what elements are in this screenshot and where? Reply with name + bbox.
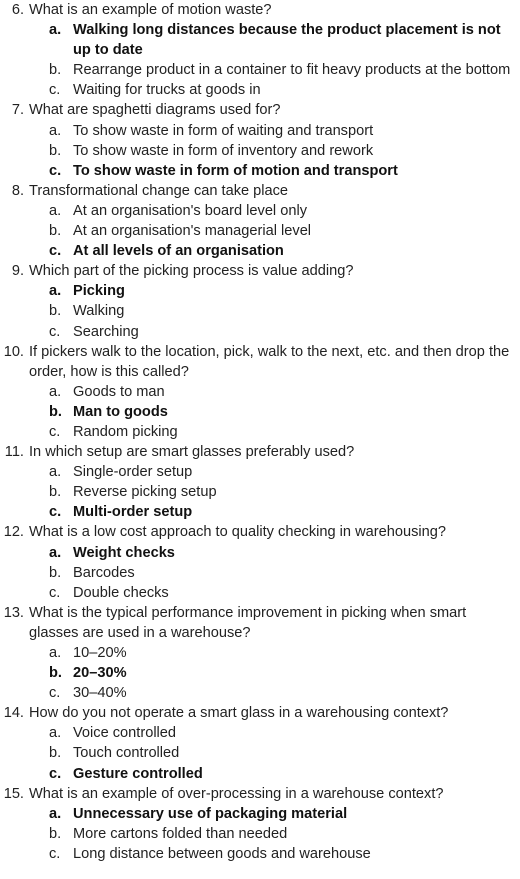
- option-text: Reverse picking setup: [73, 484, 217, 501]
- question-block: [0, 522, 514, 602]
- question-row: [0, 703, 514, 723]
- option-letter: a.: [49, 383, 62, 400]
- option-letter: a.: [49, 283, 62, 300]
- question-row: [0, 342, 514, 382]
- option-text: Man to goods: [73, 403, 168, 420]
- question-row: [0, 784, 514, 804]
- option-letter: a.: [49, 645, 62, 661]
- answer-option-correct: [0, 804, 514, 824]
- question-row: [0, 603, 514, 643]
- question-block: [0, 0, 514, 100]
- question-row: [0, 100, 514, 120]
- question-row: [0, 261, 514, 281]
- option-text: Picking: [73, 283, 125, 300]
- question-row: [0, 0, 514, 20]
- answer-option: [0, 723, 514, 743]
- option-letter: b.: [49, 62, 62, 79]
- question-number: 13.: [3, 604, 24, 621]
- option-letter: a.: [49, 464, 62, 481]
- option-letter: b.: [49, 142, 62, 159]
- option-text: More cartons folded than needed: [73, 825, 288, 842]
- answer-option: [0, 422, 514, 442]
- option-letter: b.: [49, 825, 62, 842]
- answer-option: [0, 482, 514, 502]
- question-number: 11.: [4, 444, 24, 461]
- question-text: Transformational change can take place: [29, 182, 289, 199]
- option-text: At all levels of an organisation: [73, 243, 284, 260]
- answer-option: [0, 683, 514, 703]
- answer-option: [0, 824, 514, 844]
- question-text: What is an example of over-processing in a warehouse context?: [29, 785, 444, 802]
- option-text: To show waste in form of inventory and rework: [73, 142, 374, 159]
- option-letter: a.: [49, 805, 62, 822]
- option-text: Unnecessary use of packaging material: [73, 805, 348, 822]
- question-text: In which setup are smart glasses preferably used?: [29, 444, 355, 461]
- question-text: What is a low cost approach to quality checking in warehousing?: [29, 524, 446, 541]
- question-row: [0, 181, 514, 201]
- question-number: 8.: [11, 182, 24, 199]
- option-text: Walking: [73, 303, 125, 320]
- answer-option-correct: [0, 502, 514, 522]
- answer-option: [0, 462, 514, 482]
- option-text: Single-order setup: [73, 464, 193, 481]
- question-row: [0, 522, 514, 542]
- option-letter: c.: [49, 584, 61, 601]
- option-letter: c.: [49, 323, 61, 340]
- question-text: What is an example of motion waste?: [29, 2, 272, 18]
- option-text: Double checks: [73, 584, 169, 601]
- option-letter: b.: [49, 484, 62, 501]
- option-text: Searching: [73, 323, 139, 340]
- answer-option-correct: [0, 663, 514, 683]
- option-text: Barcodes: [73, 564, 135, 581]
- option-text: At an organisation's managerial level: [73, 223, 312, 240]
- option-letter: a.: [49, 22, 62, 39]
- answer-option: [0, 221, 514, 241]
- answer-option-correct: [0, 20, 514, 60]
- option-text: To show waste in form of waiting and transport: [73, 122, 374, 139]
- answer-option: [0, 382, 514, 402]
- option-letter: b.: [49, 223, 62, 240]
- question-number: 6.: [11, 2, 24, 18]
- answer-option: [0, 583, 514, 603]
- answer-option: [0, 844, 514, 864]
- option-text: Touch controlled: [73, 745, 180, 762]
- option-letter: c.: [49, 162, 62, 179]
- question-text: If pickers walk to the location, pick, walk to the next, etc. and then drop the order, how is this called?: [29, 343, 510, 380]
- option-letter: a.: [49, 725, 62, 742]
- option-text: At an organisation's board level only: [73, 202, 307, 219]
- question-block: [0, 784, 514, 864]
- answer-option: [0, 301, 514, 321]
- option-letter: c.: [49, 765, 62, 782]
- option-letter: a.: [49, 122, 62, 139]
- answer-option-correct: [0, 402, 514, 422]
- answer-option: [0, 141, 514, 161]
- question-number: 9.: [11, 263, 24, 280]
- answer-option-correct: [0, 241, 514, 261]
- option-letter: c.: [49, 243, 62, 260]
- question-number: 12.: [3, 524, 24, 541]
- answer-option: [0, 60, 514, 80]
- question-block: [0, 342, 514, 442]
- option-letter: b.: [49, 303, 62, 320]
- answer-option-correct: [0, 281, 514, 301]
- question-number: 14.: [3, 705, 24, 722]
- option-text: Rearrange product in a container to fit heavy products at the bottom: [73, 62, 511, 79]
- option-text: To show waste in form of motion and transport: [73, 162, 398, 179]
- question-text: What are spaghetti diagrams used for?: [29, 102, 281, 119]
- question-block: [0, 603, 514, 703]
- option-letter: c.: [49, 685, 61, 702]
- answer-option: [0, 201, 514, 221]
- option-letter: b.: [49, 745, 62, 762]
- question-block: [0, 181, 514, 261]
- question-number: 7.: [11, 102, 24, 119]
- answer-option: [0, 743, 514, 763]
- option-letter: b.: [49, 403, 62, 420]
- option-text: Weight checks: [73, 544, 175, 561]
- answer-option-correct: [0, 764, 514, 784]
- answer-option: [0, 80, 514, 100]
- question-text: What is the typical performance improvement in picking when smart glasses are used in a warehouse?: [29, 604, 467, 641]
- option-letter: a.: [49, 202, 62, 219]
- option-text: Walking long distances because the product placement is not up to date: [73, 22, 501, 59]
- option-letter: c.: [49, 82, 61, 99]
- option-letter: b.: [49, 665, 62, 682]
- answer-option-correct: [0, 543, 514, 563]
- question-block: [0, 261, 514, 341]
- question-block: [0, 442, 514, 522]
- answer-option: [0, 563, 514, 583]
- option-letter: c.: [49, 504, 62, 521]
- question-row: [0, 442, 514, 462]
- question-number: 10.: [3, 343, 24, 360]
- question-block: [0, 703, 514, 783]
- question-number: 15.: [3, 785, 24, 802]
- option-letter: c.: [49, 423, 61, 440]
- option-text: 30–40%: [73, 685, 127, 702]
- option-letter: b.: [49, 564, 62, 581]
- option-letter: a.: [49, 544, 62, 561]
- option-text: Long distance between goods and warehouse: [73, 845, 371, 862]
- option-text: Multi-order setup: [73, 504, 193, 521]
- option-text: Goods to man: [73, 383, 165, 400]
- option-text: Random picking: [73, 423, 178, 440]
- option-text: Voice controlled: [73, 725, 177, 742]
- answer-option: [0, 322, 514, 342]
- answer-option-correct: [0, 161, 514, 181]
- option-text: 10–20%: [73, 645, 127, 661]
- question-text: Which part of the picking process is value adding?: [29, 263, 354, 280]
- option-letter: c.: [49, 845, 61, 862]
- question-block: [0, 100, 514, 180]
- answer-option: [0, 121, 514, 141]
- answer-option: [0, 643, 514, 663]
- option-text: 20–30%: [73, 665, 127, 682]
- option-text: Gesture controlled: [73, 765, 203, 782]
- question-text: How do you not operate a smart glass in a warehousing context?: [29, 705, 449, 722]
- option-text: Waiting for trucks at goods in: [73, 82, 261, 99]
